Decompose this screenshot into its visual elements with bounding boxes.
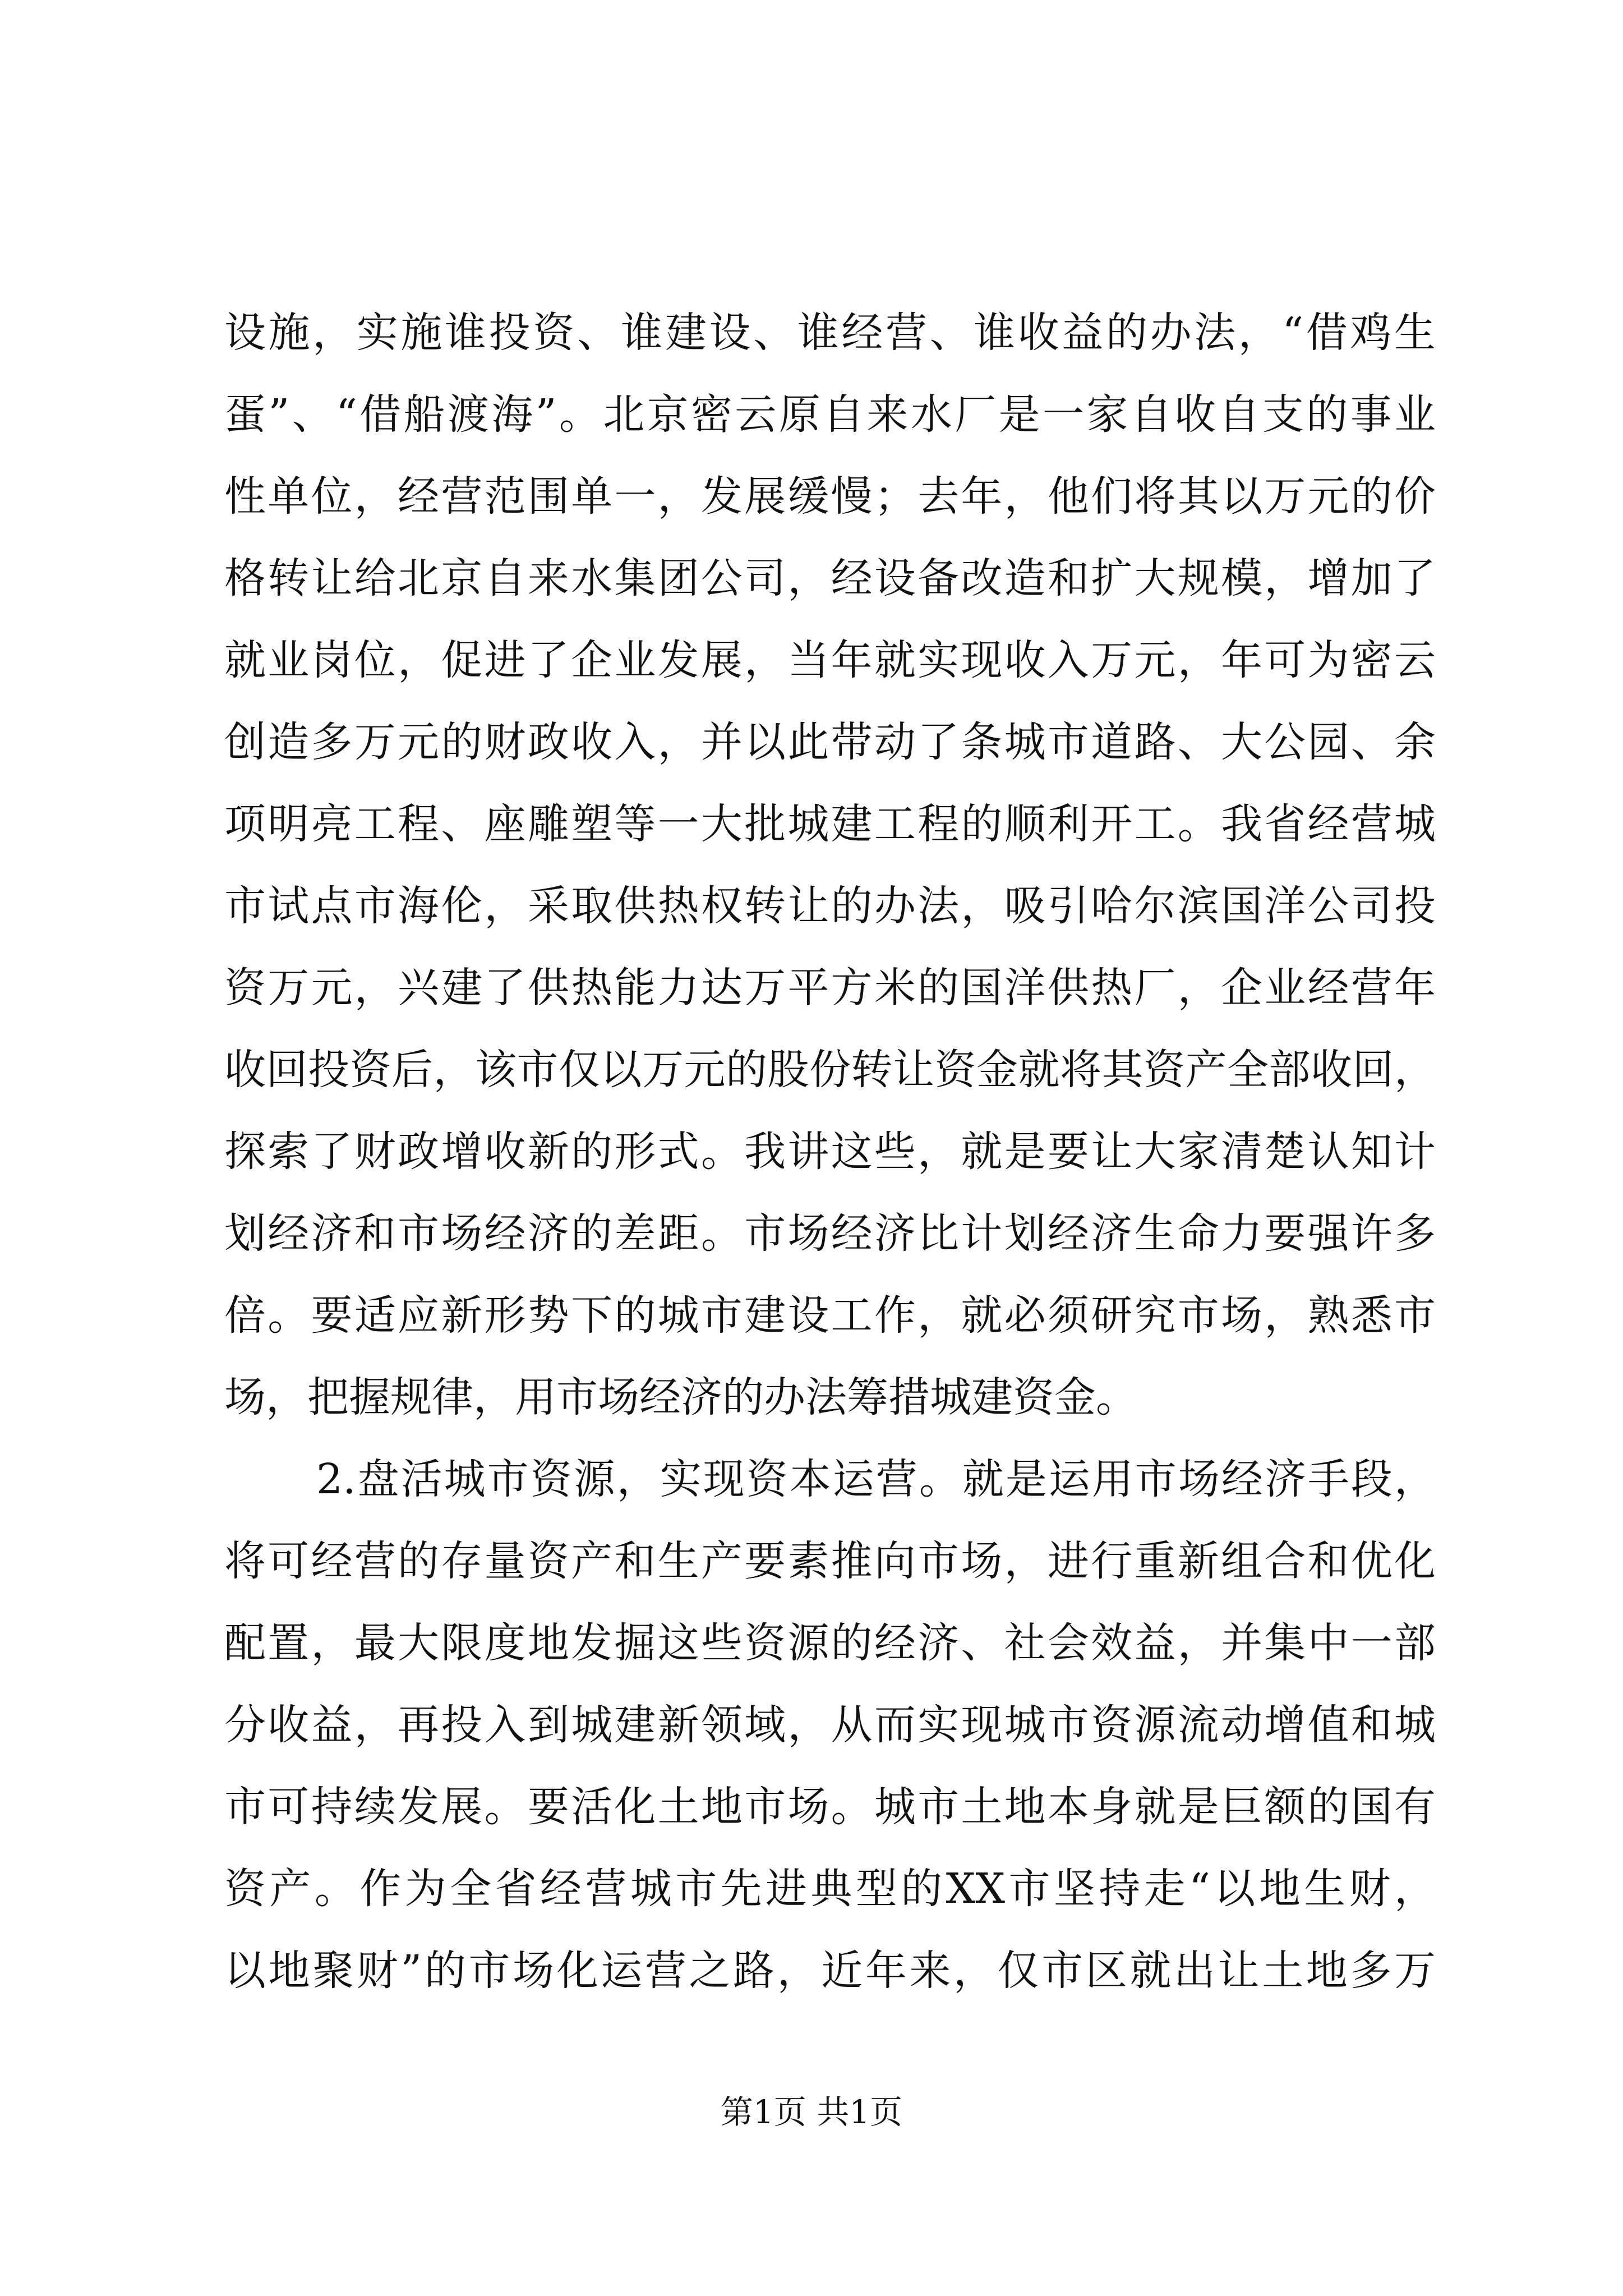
text-line: 倍。要适应新形势下的城市建设工作，就必须研究市场，熟悉市 xyxy=(224,1291,1436,1340)
text-line: 探索了财政增收新的形式。我讲这些，就是要让大家清楚认知计 xyxy=(224,1128,1436,1176)
text-line: 项明亮工程、座雕塑等一大批城建工程的顺利开工。我省经营城 xyxy=(224,800,1436,848)
page-footer: 第1页 共1页 xyxy=(720,2093,903,2131)
text-line: 收回投资后，该市仅以万元的股份转让资金就将其资产全部收回， xyxy=(224,1046,1436,1094)
text-line: 市试点市海伦，采取供热权转让的办法，吸引哈尔滨国洋公司投 xyxy=(224,882,1436,930)
text-line: 资产。作为全省经营城市先进典型的XX市坚持走“以地生财， xyxy=(224,1865,1436,1913)
document-body xyxy=(224,292,1436,2012)
text-line: 配置，最大限度地发掘这些资源的经济、社会效益，并集中一部 xyxy=(224,1619,1436,1667)
paragraph-end-line: 场，把握规律，用市场经济的办法筹措城建资金。 xyxy=(224,1373,1137,1421)
text-line: 设施，实施谁投资、谁建设、谁经营、谁收益的办法，“借鸡生 xyxy=(224,309,1436,357)
text-line: 性单位，经营范围单一，发展缓慢；去年，他们将其以万元的价 xyxy=(224,472,1436,521)
text-line: 创造多万元的财政收入，并以此带动了条城市道路、大公园、余 xyxy=(224,718,1436,766)
text-line: 分收益，再投入到城建新领域，从而实现城市资源流动增值和城 xyxy=(224,1701,1436,1749)
text-line: 蛋”、“借船渡海”。北京密云原自来水厂是一家自收自支的事业 xyxy=(224,390,1436,439)
text-line: 资万元，兴建了供热能力达万平方米的国洋供热厂，企业经营年 xyxy=(224,964,1436,1012)
text-line: 格转让给北京自来水集团公司，经设备改造和扩大规模，增加了 xyxy=(224,554,1436,602)
text-line: 市可持续发展。要活化土地市场。城市土地本身就是巨额的国有 xyxy=(224,1783,1436,1831)
text-line: 划经济和市场经济的差距。市场经济比计划经济生命力要强许多 xyxy=(224,1209,1436,1258)
text-line: 就业岗位，促进了企业发展，当年就实现收入万元，年可为密云 xyxy=(224,636,1436,684)
text-line: 将可经营的存量资产和生产要素推向市场，进行重新组合和优化 xyxy=(224,1537,1436,1585)
paragraph-start-line: 2.盘活城市资源，实现资本运营。就是运用市场经济手段， xyxy=(316,1455,1436,1503)
text-line: 以地聚财”的市场化运营之路，近年来，仅市区就出让土地多万 xyxy=(224,1947,1436,1995)
